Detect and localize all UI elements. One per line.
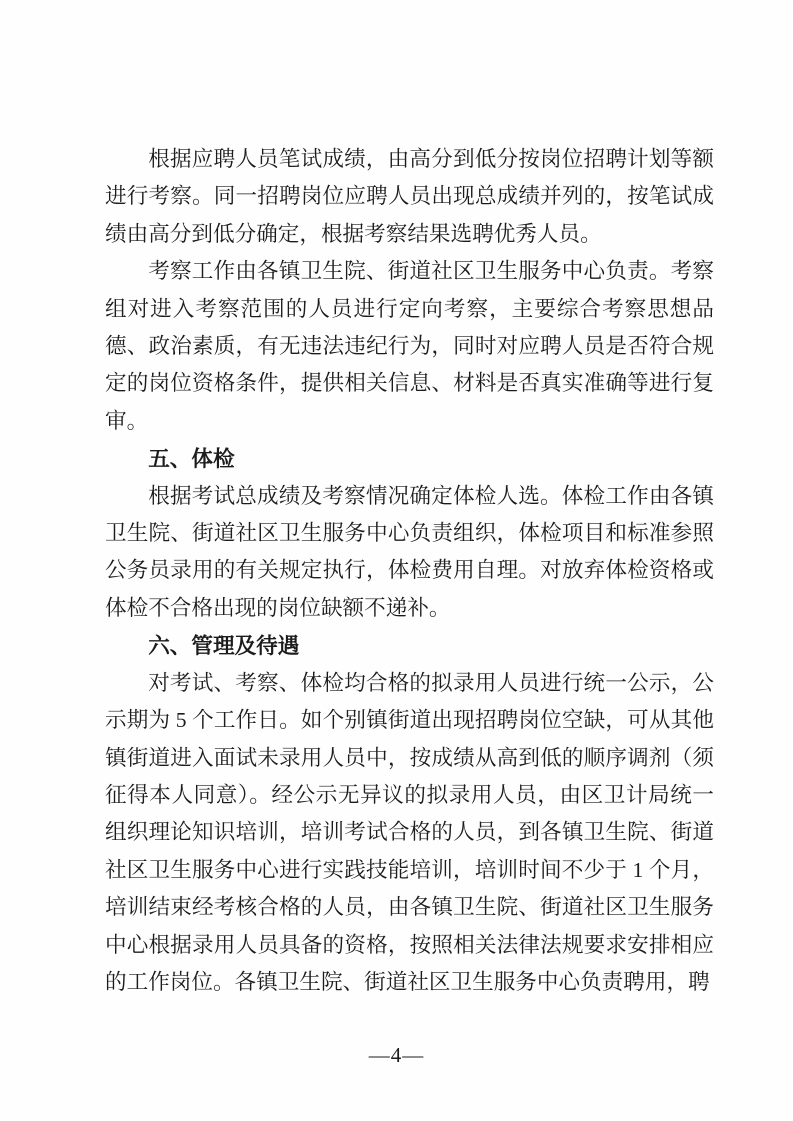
document-body bbox=[105, 141, 714, 1001]
paragraph: 根据考试总成绩及考察情况确定体检人选。体检工作由各镇卫生院、街道社区卫生服务中心负责组织，体检项目和标准参照公务员录用的有关规定执行，体检费用自理。对放弃体检资格或体检不合格出现的岗位缺额不递补。 bbox=[105, 483, 714, 620]
paragraph: 考察工作由各镇卫生院、街道社区卫生服务中心负责。考察组对进入考察范围的人员进行定向考察，主要综合考察思想品德、政治素质，有无违法违纪行为，同时对应聘人员是否符合规定的岗位资格条件，提供相关信息、材料是否真实准确等进行复审。 bbox=[105, 259, 714, 433]
section-heading: 六、管理及待遇 bbox=[148, 633, 300, 659]
paragraph: 对考试、考察、体检均合格的拟录用人员进行统一公示，公示期为 5 个工作日。如个别镇街道出现招聘岗位空缺，可从其他镇街道进入面试未录用人员中，按成绩从高到低的顺序调剂（须征得本人同意）。经公示无异议的拟录用人员，由区卫计局统一组织理论知识培训，培训考试合格的人员，到各镇卫生院、街道社区卫生服务中心进行实践技能培训，培训时间不少于 1 个月，培训结束经考核合格的人员，由各镇卫生院、街道社区卫生服务中心根据录用人员具备的资格，按照相关法律法规要求安排相应的工作岗位。各镇卫生院、街道社区卫生服务中心负责聘用，聘 bbox=[105, 670, 714, 994]
section-heading: 五、体检 bbox=[148, 446, 235, 472]
paragraph: 根据应聘人员笔试成绩，由高分到低分按岗位招聘计划等额进行考察。同一招聘岗位应聘人员出现总成绩并列的，按笔试成绩由高分到低分确定，根据考察结果选聘优秀人员。 bbox=[105, 147, 714, 246]
page-number: —4— bbox=[368, 1043, 425, 1067]
